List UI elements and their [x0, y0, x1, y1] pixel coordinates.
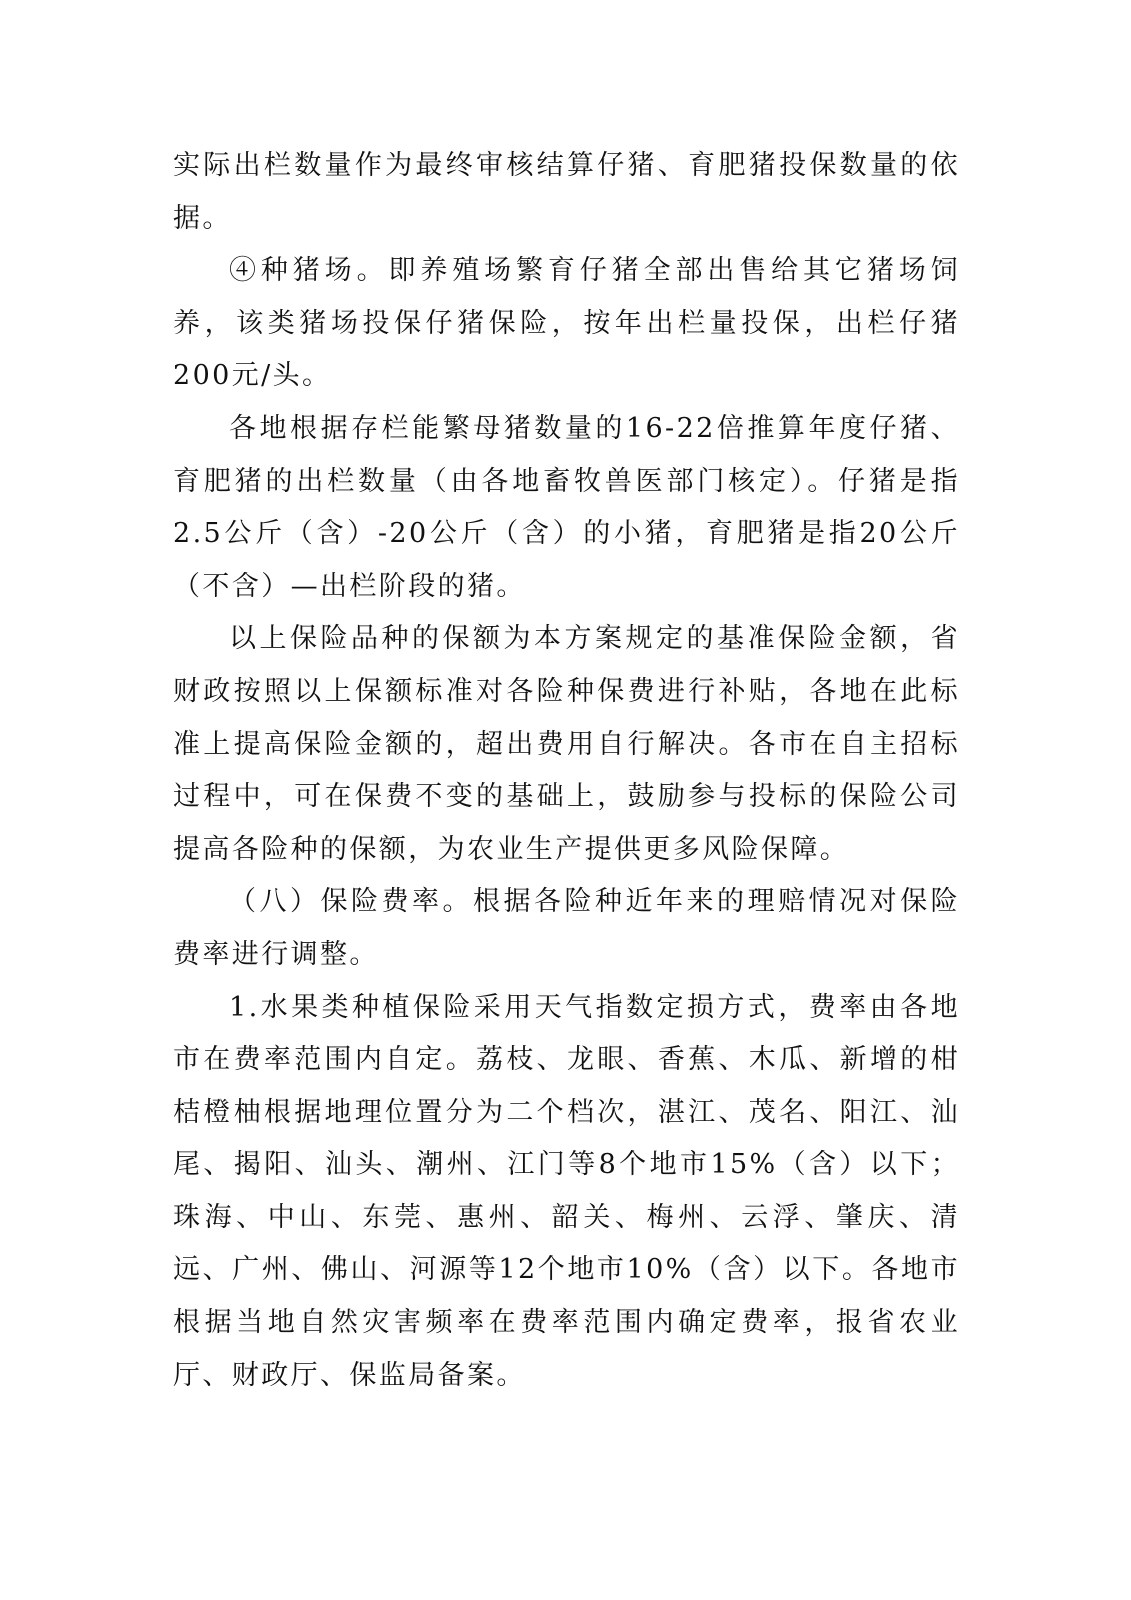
- paragraph-3: 各地根据存栏能繁母猪数量的16-22倍推算年度仔猪、育肥猪的出栏数量（由各地畜牧兽医部门核定）。仔猪是指2.5公斤（含）-20公斤（含）的小猪，育肥猪是指20公斤（不含）—出栏阶段的猪。: [173, 412, 960, 602]
- paragraph-1: 实际出栏数量作为最终审核结算仔猪、育肥猪投保数量的依据。: [173, 150, 960, 234]
- paragraph-6: 1.水果类种植保险采用天气指数定损方式，费率由各地市在费率范围内自定。荔枝、龙眼、香蕉、木瓜、新增的柑桔橙柚根据地理位置分为二个档次，湛江、茂名、阳江、汕尾、揭阳、汕头、潮州、江门等8个地市15%（含）以下；珠海、中山、东莞、惠州、韶关、梅州、云浮、肇庆、清远、广州、佛山、河源等12个地市10%（含）以下。各地市根据当地自然灾害频率在费率范围内确定费率，报省农业厅、财政厅、保监局备案。: [173, 991, 960, 1391]
- paragraph-4: 以上保险品种的保额为本方案规定的基准保险金额，省财政按照以上保额标准对各险种保费进行补贴，各地在此标准上提高保险金额的，超出费用自行解决。各市在自主招标过程中，可在保费不变的基础上，鼓励参与投标的保险公司提高各险种的保额，为农业生产提供更多风险保障。: [173, 623, 960, 865]
- paragraph-5: （八）保险费率。根据各险种近年来的理赔情况对保险费率进行调整。: [173, 886, 960, 970]
- body-text: [173, 140, 960, 1402]
- paragraph-2: ④种猪场。即养殖场繁育仔猪全部出售给其它猪场饲养，该类猪场投保仔猪保险，按年出栏量投保，出栏仔猪200元/头。: [173, 255, 960, 392]
